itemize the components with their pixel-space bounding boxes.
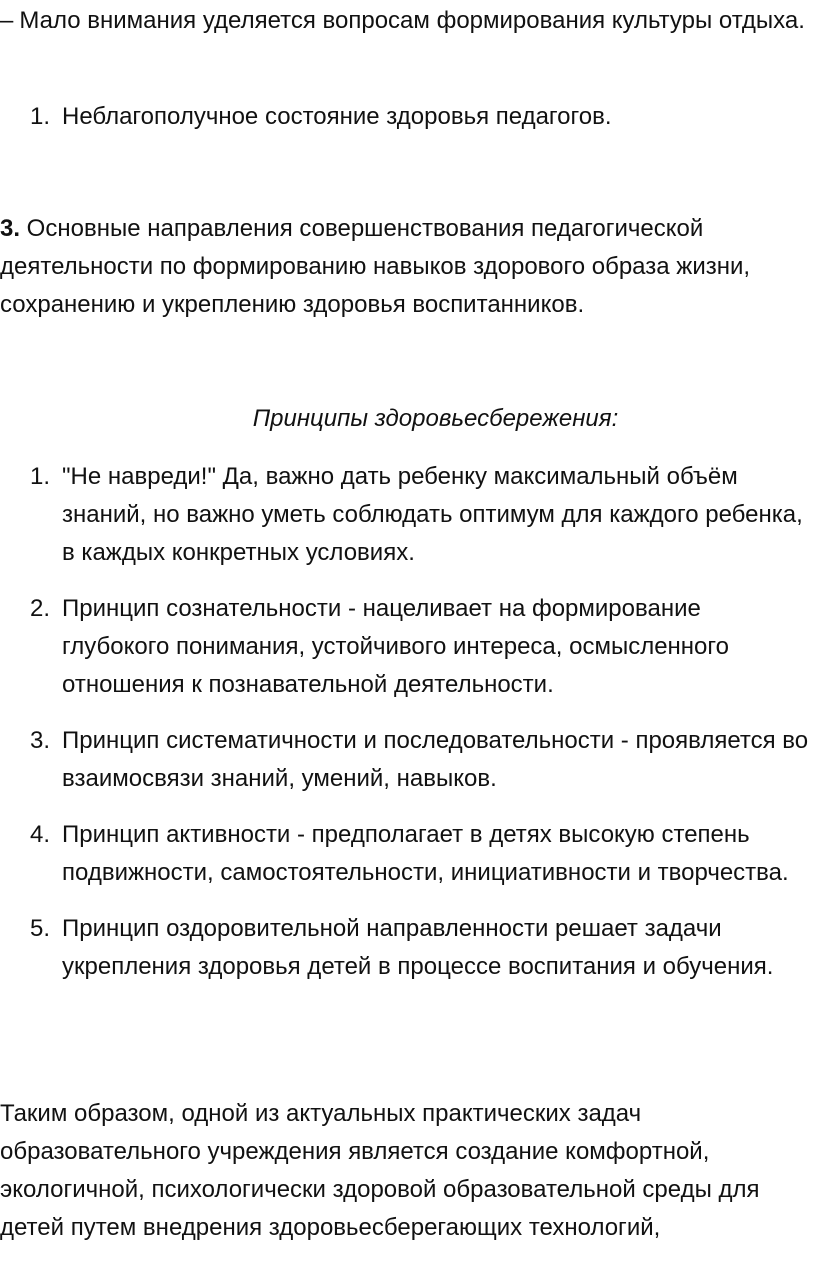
intro-text: Мало внимания уделяется вопросам формирования культуры отдыха. xyxy=(19,7,805,34)
section-3-number: 3. xyxy=(0,215,21,242)
list-number: 5. xyxy=(30,915,51,942)
list-item xyxy=(0,458,810,572)
principles-list xyxy=(0,458,810,1004)
list-item xyxy=(0,816,810,892)
intro-dash: – xyxy=(0,7,14,34)
list-item xyxy=(0,590,810,704)
intro-paragraph xyxy=(0,2,810,40)
conclusion-paragraph: Таким образом, одной из актуальных практических задач образовательного учреждения является создание комфортной, экологичной, психологически здоровой образовательной среды для детей путем внедрения здоровьесберегающих технологий, xyxy=(0,1100,760,1241)
section-3-heading xyxy=(0,210,810,324)
first-list xyxy=(0,98,810,136)
principles-title: Принципы здоровьесбережения: xyxy=(252,405,619,432)
list-text: Принцип сознательности - нацеливает на формирование глубокого понимания, устойчивого интереса, осмысленного отношения к познавательной деятельности. xyxy=(62,595,729,698)
list-text: Принцип оздоровительной направленности решает задачи укрепления здоровья детей в процессе воспитания и обучения. xyxy=(62,915,774,980)
list-item xyxy=(0,910,810,986)
list-number: 4. xyxy=(30,821,51,848)
list-text: Принцип систематичности и последовательности - проявляется во взаимосвязи знаний, умений, навыков. xyxy=(62,727,809,792)
section-3-text: Основные направления совершенствования педагогической деятельности по формированию навыков здорового образа жизни, сохранению и укреплению здоровья воспитанников. xyxy=(0,215,751,318)
list-text: Принцип активности - предполагает в детях высокую степень подвижности, самостоятельности, инициативности и творчества. xyxy=(62,821,789,886)
list-item xyxy=(0,722,810,798)
list-text: Неблагополучное состояние здоровья педагогов. xyxy=(62,103,612,130)
list-number: 1. xyxy=(30,463,51,490)
list-number: 2. xyxy=(30,595,51,622)
list-number: 1. xyxy=(30,103,51,130)
list-text: "Не навреди!" Да, важно дать ребенку максимальный объём знаний, но важно уметь соблюдать оптимум для каждого ребенка, в каждых конкретных условиях. xyxy=(62,463,803,566)
list-number: 3. xyxy=(30,727,51,754)
list-item xyxy=(0,98,810,136)
